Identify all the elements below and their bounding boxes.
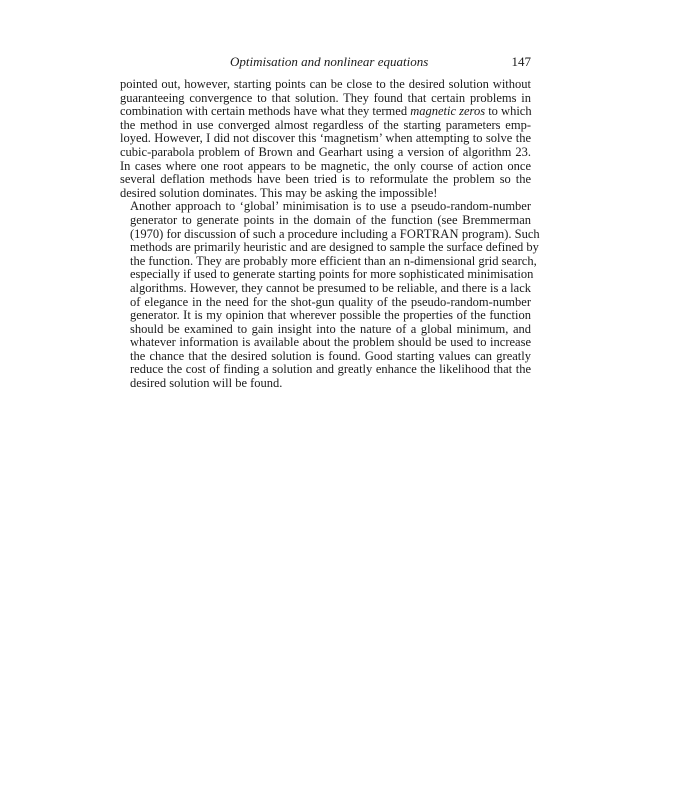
text-line	[120, 132, 531, 146]
page-number: 147	[511, 54, 531, 69]
text-line	[120, 214, 531, 228]
text-line	[120, 226, 540, 242]
running-title: Optimisation and nonlinear equations	[230, 54, 429, 69]
text-line	[120, 160, 531, 174]
body-text	[120, 77, 540, 391]
text-line	[120, 240, 539, 255]
text-run: reduce the cost of finding a solution and greatly enhance the likelihood that the	[130, 362, 531, 377]
text-run: generator. It is my opinion that wherever possible the properties of the function	[130, 308, 531, 323]
text-line	[120, 267, 534, 282]
text-line	[120, 253, 537, 269]
text-run: whatever information is available about the problem should be used to increase	[130, 335, 531, 350]
text-run: especially if used to generate starting points for more sophisticated minimisation	[130, 267, 534, 282]
text-line	[120, 363, 531, 377]
text-run: loyed. However, I did not discover this ‘magnetism’ when attempting to solve the	[120, 131, 531, 146]
text-run: to which	[485, 104, 532, 119]
text-run: of elegance in the need for the shot-gun quality of the pseudo-random-number	[130, 294, 531, 309]
text-line	[120, 282, 531, 296]
text-line	[120, 78, 531, 92]
text-run: combination with certain methods have what they termed	[120, 104, 411, 119]
small-caps-term: FORTRAN	[399, 226, 459, 241]
text-run: In cases where one root appears to be magnetic, the only course of action once	[120, 158, 531, 173]
book-page	[120, 52, 540, 391]
text-run: Another approach to ‘global’ minimisation is to use a pseudo-random-number	[130, 199, 531, 214]
text-run: generator to generate points in the domain of the function (see Bremmerman	[130, 212, 531, 227]
text-run: the method in use converged almost regardless of the starting parameters emp-	[120, 117, 531, 132]
text-run: the function. They are probably more efficient than an n-dimensional grid search,	[130, 253, 537, 268]
text-run: program). Such	[458, 226, 540, 241]
text-run: methods are primarily heuristic and are designed to sample the surface defined by	[130, 240, 539, 255]
text-line	[120, 377, 531, 391]
text-line	[120, 309, 531, 323]
text-run: pointed out, however, starting points can be close to the desired solution without	[120, 77, 531, 91]
text-run: algorithms. However, they cannot be presumed to be reliable, and there is a lack	[130, 280, 531, 295]
text-run: should be examined to gain insight into the nature of a global minimum, and	[130, 321, 531, 336]
text-line	[120, 187, 531, 201]
text-run: cubic-parabola problem of Brown and Gearhart using a version of algorithm 23.	[120, 144, 531, 159]
text-line	[120, 173, 531, 187]
text-line	[120, 105, 531, 119]
text-run: desired solution dominates. This may be asking the impossible!	[120, 185, 438, 200]
text-line	[120, 296, 531, 310]
text-line	[120, 323, 531, 337]
text-run: the chance that the desired solution is found. Good starting values can greatly	[130, 348, 531, 363]
paragraph	[120, 78, 531, 200]
text-run: desired solution will be found.	[130, 376, 283, 391]
text-run: guaranteeing convergence to that solution. They found that certain problems in	[120, 90, 531, 105]
paragraph	[120, 199, 540, 391]
text-line	[120, 119, 531, 133]
text-line	[120, 200, 531, 214]
italic-term: magnetic zeros	[410, 104, 486, 119]
text-run: several deflation methods have been tried is to reformulate the problem so the	[120, 172, 531, 187]
text-line	[120, 350, 531, 364]
text-line	[120, 336, 531, 350]
text-line	[120, 146, 531, 160]
text-line	[120, 92, 531, 106]
text-run: (1970) for discussion of such a procedure including a	[130, 226, 400, 241]
running-head	[120, 52, 531, 72]
